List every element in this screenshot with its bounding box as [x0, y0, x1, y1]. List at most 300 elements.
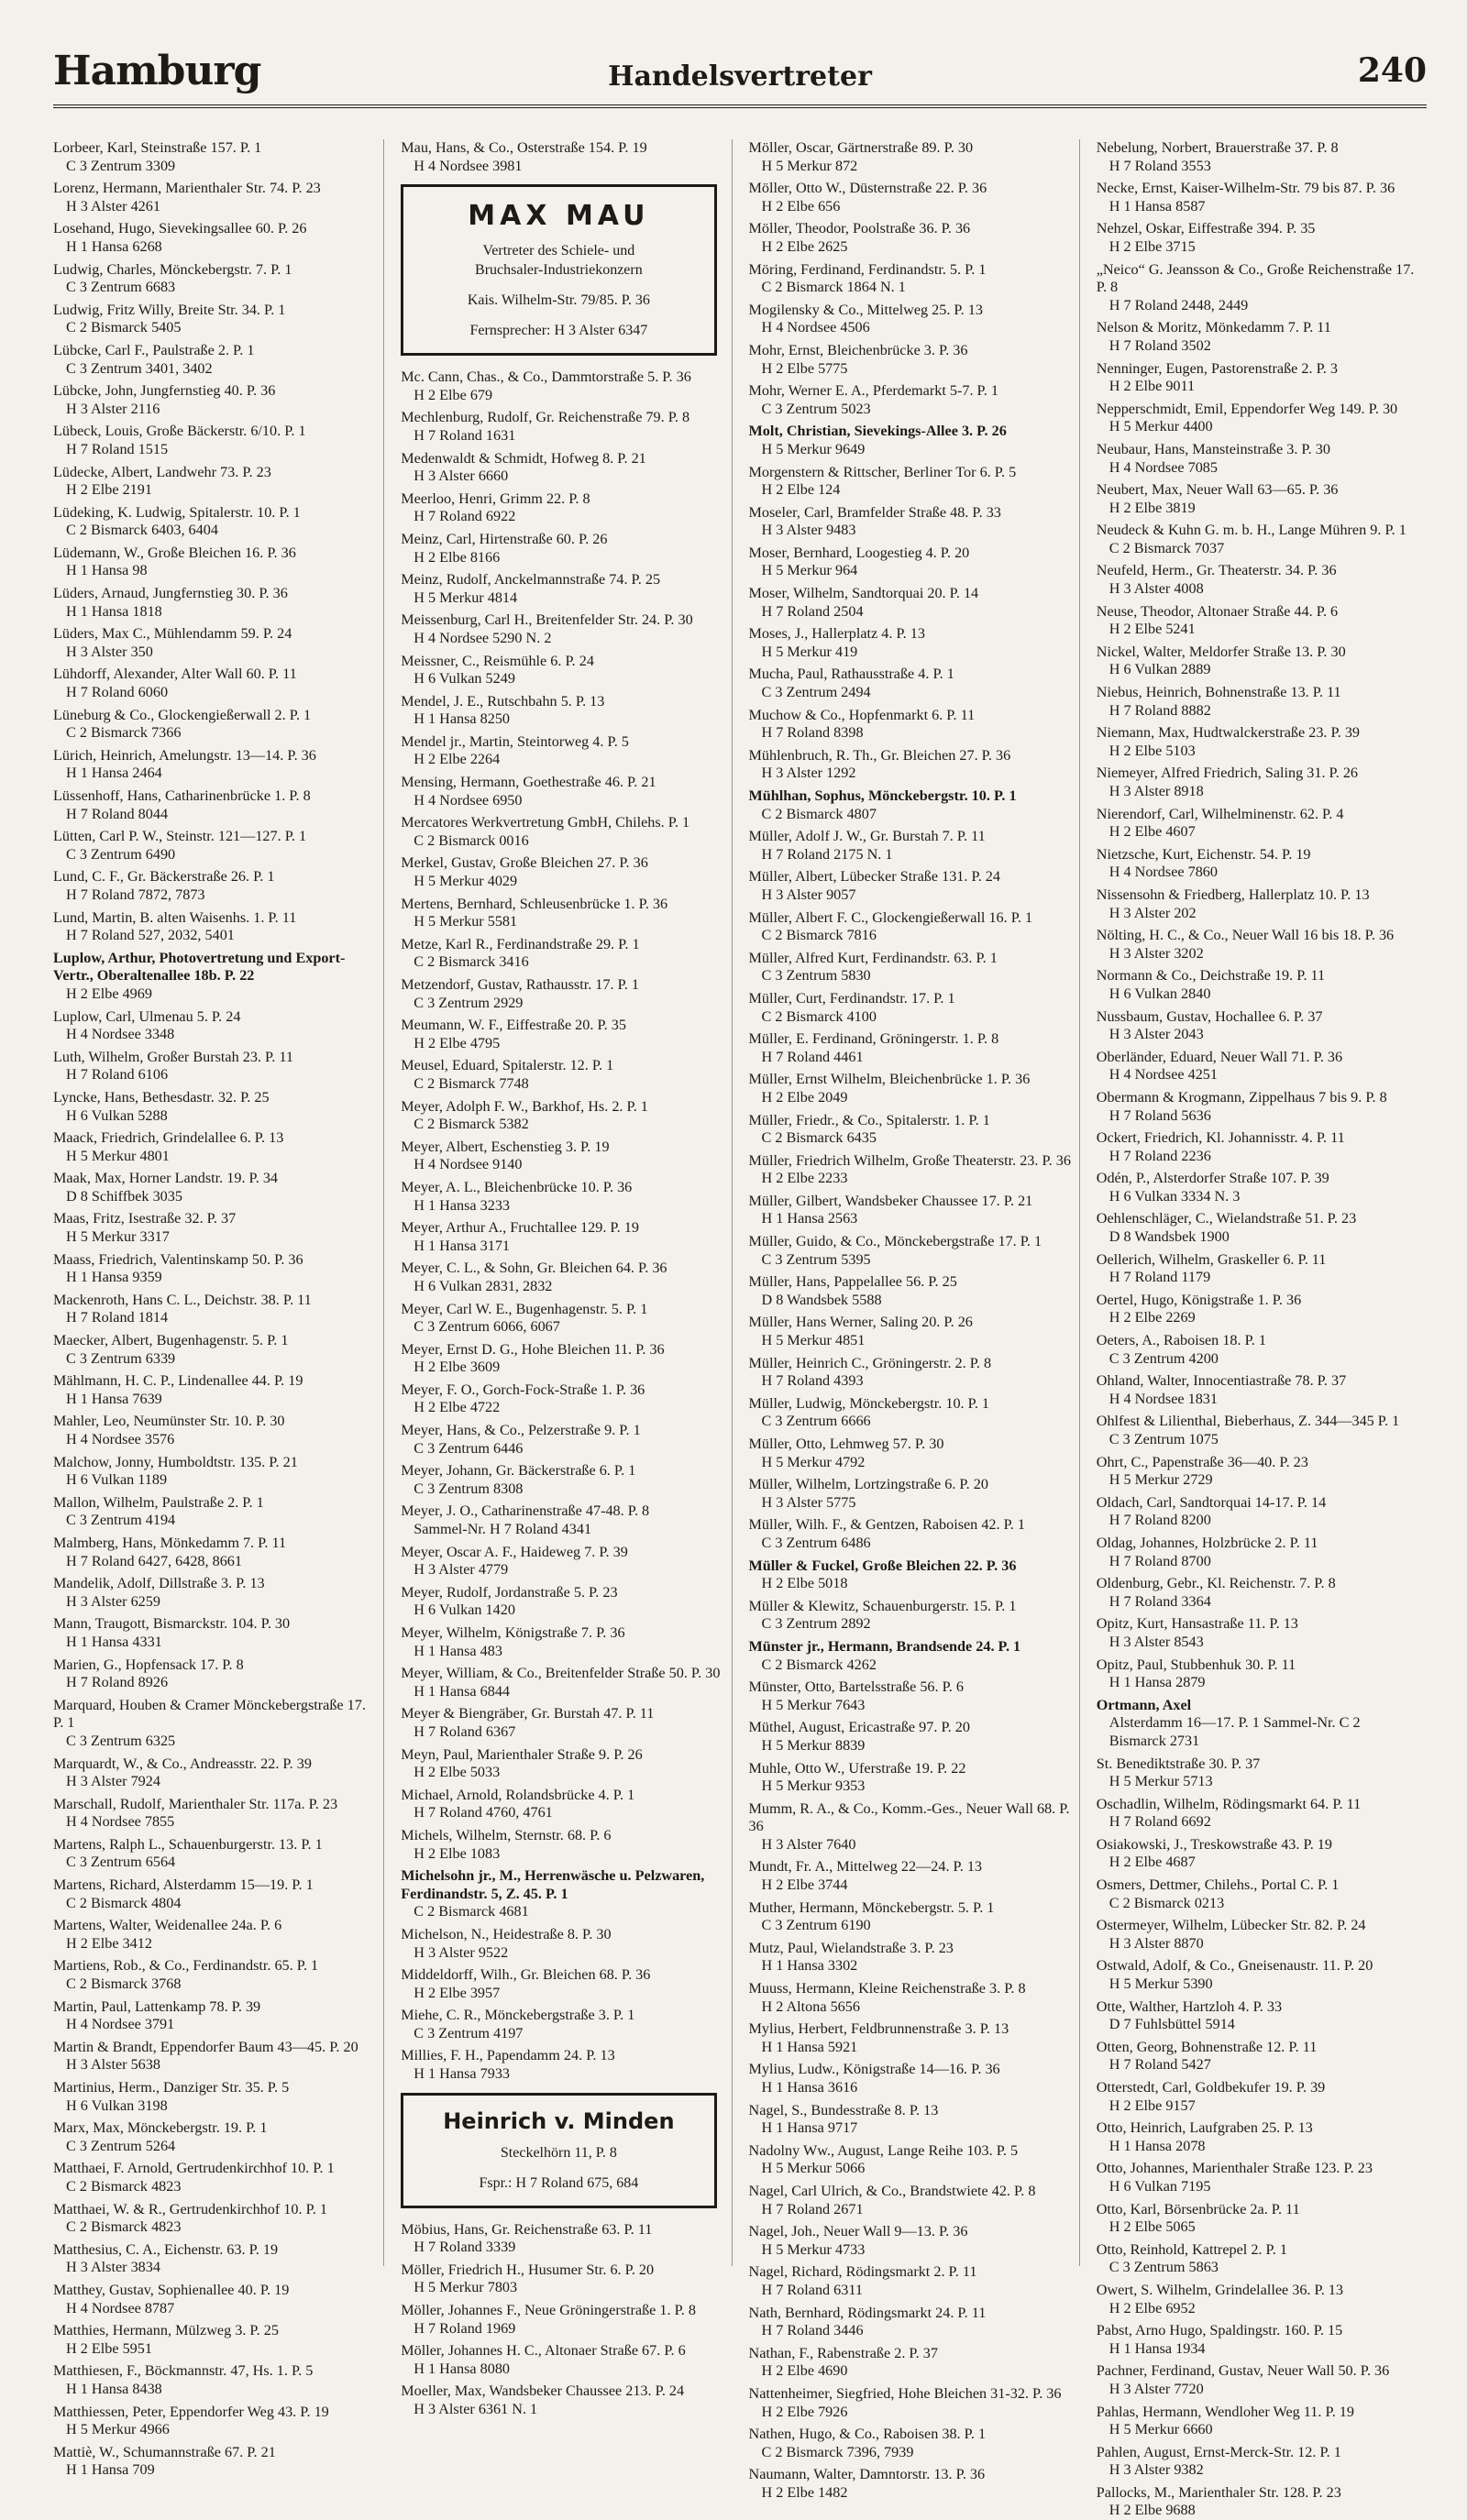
directory-entry — [1097, 2079, 1419, 2115]
entry-name: Müller, Albert, Lübecker Straße 131. P. 24 — [748, 868, 1000, 886]
entry-phone: H 5 Merkur 3317 — [66, 1228, 170, 1246]
directory-entry — [53, 1876, 376, 1912]
directory-entry — [401, 369, 723, 404]
entry-name: Moser, Wilhelm, Sandtorquai 20. P. 14 — [748, 585, 979, 602]
entry-name: Müller, Gilbert, Wandsbeker Chaussee 17. P. 21 — [748, 1192, 1033, 1209]
entry-name: Mandelik, Adolf, Dillstraße 3. P. 13 — [53, 1575, 265, 1592]
entry-phone: H 7 Roland 8398 — [761, 724, 864, 742]
directory-entry — [401, 2382, 723, 2418]
entry-phone: C 3 Zentrum 1075 — [1109, 1431, 1219, 1447]
entry-phone: H 1 Hansa 2078 — [1109, 2137, 1206, 2154]
entry-name: Lyncke, Hans, Bethesdastr. 32. P. 25 — [53, 1088, 270, 1106]
entry-name: Mogilensky & Co., Mittelweg 25. P. 13 — [748, 301, 983, 318]
entry-phone: H 3 Alster 9522 — [414, 1943, 509, 1961]
entry-phone: H 2 Elbe 2191 — [66, 481, 152, 499]
directory-entry — [749, 747, 1072, 783]
directory-entry — [53, 2362, 376, 2398]
entry-phone: H 3 Alster 7924 — [66, 1773, 160, 1790]
entry-name: Möring, Ferdinand, Ferdinandstr. 5. P. 1 — [748, 260, 987, 278]
entry-name: Meyer, A. L., Bleichenbrücke 10. P. 36 — [401, 1178, 633, 1195]
entry-name: Ludwig, Charles, Mönckebergstr. 7. P. 1 — [53, 260, 292, 278]
entry-phone: H 2 Elbe 656 — [761, 197, 841, 215]
directory-entry — [749, 2142, 1072, 2178]
directory-entry — [401, 2221, 723, 2257]
directory-entry — [749, 220, 1072, 256]
directory-entry — [53, 2404, 376, 2439]
entry-phone: H 2 Elbe 6952 — [1109, 2299, 1196, 2316]
advert-title: Heinrich v. Minden — [443, 2107, 675, 2134]
entry-name: Mallon, Wilhelm, Paulstraße 2. P. 1 — [53, 1493, 264, 1511]
entry-phone: C 3 Zentrum 6446 — [414, 1439, 524, 1457]
directory-entry — [1097, 2362, 1419, 2398]
entry-name: Moser, Bernhard, Loogestieg 4. P. 20 — [748, 544, 970, 561]
directory-entry — [1097, 1535, 1419, 1570]
entry-name: Mahler, Leo, Neumünster Str. 10. P. 30 — [53, 1413, 285, 1430]
entry-phone: H 5 Merkur 5581 — [414, 913, 518, 930]
entry-phone: H 3 Alster 9382 — [1109, 2461, 1204, 2479]
directory-entry — [53, 545, 376, 580]
entry-phone: H 6 Vulkan 1420 — [414, 1601, 515, 1619]
entry-name: Meerloo, Henri, Grimm 22. P. 8 — [401, 490, 590, 507]
directory-entry — [749, 1193, 1072, 1228]
entry-phone: H 2 Elbe 2049 — [761, 1088, 848, 1106]
directory-entry — [1097, 1957, 1419, 1993]
directory-entry — [53, 2079, 376, 2115]
entry-name: Nadolny Ww., August, Lange Reihe 103. P. 5 — [748, 2141, 1019, 2159]
directory-entry — [401, 2007, 723, 2042]
entry-phone: H 2 Elbe 3744 — [761, 1876, 848, 1894]
advert-line: Bruchsaler-Industriekonzern — [475, 262, 643, 279]
entry-name: Müller, Curt, Ferdinandstr. 17. P. 1 — [748, 989, 955, 1007]
directory-entry — [53, 382, 376, 418]
entry-phone: C 2 Bismarck 6403, 6404 — [66, 522, 218, 539]
entry-phone: H 1 Hansa 9717 — [761, 2119, 858, 2137]
entry-name: Mechlenburg, Rudolf, Gr. Reichenstraße 79. P. 8 — [401, 409, 690, 426]
entry-name: Meumann, W. F., Eiffestraße 20. P. 35 — [401, 1017, 626, 1034]
directory-entry — [1097, 2282, 1419, 2317]
page-number: 240 — [1357, 51, 1427, 90]
entry-name: Martin & Brandt, Eppendorfer Baum 43—45. P. 20 — [53, 2038, 358, 2055]
directory-entry — [1097, 1332, 1419, 1368]
directory-entry — [1097, 562, 1419, 598]
entry-name: Naumann, Walter, Damntorstr. 13. P. 36 — [748, 2466, 986, 2483]
entry-name: Otto, Reinhold, Kattrepel 2. P. 1 — [1096, 2240, 1287, 2258]
directory-entry — [749, 2102, 1072, 2138]
entry-name: Pabst, Arno Hugo, Spaldingstr. 160. P. 15 — [1096, 2322, 1343, 2339]
directory-entry — [53, 1008, 376, 1044]
directory-entry — [749, 666, 1072, 701]
directory-entry — [53, 747, 376, 783]
entry-phone: H 5 Merkur 4814 — [414, 589, 518, 606]
entry-name: Muther, Hermann, Mönckebergstr. 5. P. 1 — [748, 1898, 995, 1916]
directory-entry — [401, 1665, 723, 1700]
directory-entry — [53, 787, 376, 823]
entry-name: Meyer, Carl W. E., Bugenhagenstr. 5. P. 1 — [401, 1300, 648, 1317]
directory-entry — [1097, 1697, 1419, 1751]
entry-name: Ockert, Friedrich, Kl. Johannisstr. 4. P. 11 — [1096, 1129, 1345, 1147]
directory-entry — [749, 464, 1072, 500]
entry-name: Pachner, Ferdinand, Gustav, Neuer Wall 50. P. 36 — [1096, 2362, 1390, 2380]
directory-entry — [1097, 1494, 1419, 1530]
directory-entry — [53, 1170, 376, 1205]
entry-phone: C 3 Zentrum 6486 — [761, 1534, 871, 1551]
directory-entry — [401, 854, 723, 890]
entry-name: Möller, Oscar, Gärtnerstraße 89. P. 30 — [748, 139, 974, 156]
directory-entry — [1097, 886, 1419, 922]
entry-phone: H 1 Hansa 2879 — [1109, 1674, 1206, 1691]
directory-entry — [749, 2061, 1072, 2096]
entry-name: Mählmann, H. C. P., Lindenallee 44. P. 19 — [53, 1372, 303, 1390]
entry-phone: H 7 Roland 5427 — [1109, 2056, 1211, 2074]
entry-phone: H 2 Elbe 2264 — [414, 751, 501, 768]
entry-phone: H 3 Alster 4261 — [66, 197, 160, 215]
directory-entry — [749, 1516, 1072, 1552]
entry-phone: H 7 Roland 4760, 4761 — [414, 1804, 553, 1821]
entry-name: Lühdorff, Alexander, Alter Wall 60. P. 11 — [53, 666, 297, 683]
entry-name: Mertens, Bernhard, Schleusenbrücke 1. P. 36 — [401, 895, 668, 912]
directory-entry — [53, 2322, 376, 2358]
entry-name: Muhle, Otto W., Uferstraße 19. P. 22 — [748, 1759, 966, 1777]
directory-entry — [401, 1341, 723, 1377]
directory-entry — [53, 180, 376, 215]
directory-entry — [53, 139, 376, 175]
entry-name: Pahlas, Hermann, Wendloher Weg 11. P. 19 — [1096, 2403, 1354, 2420]
entry-phone: H 5 Merkur 872 — [761, 157, 858, 174]
entry-name: Malchow, Jonny, Humboldtstr. 135. P. 21 — [53, 1453, 298, 1470]
entry-phone: C 3 Zentrum 4197 — [414, 2024, 524, 2041]
entry-name: Müller, Friedrich Wilhelm, Große Theaterstr. 23. P. 36 — [748, 1151, 1071, 1169]
entry-phone: C 2 Bismarck 4681 — [414, 1903, 529, 1920]
entry-name: Martiens, Rob., & Co., Ferdinandstr. 65. P. 1 — [53, 1957, 319, 1975]
entry-phone: H 1 Hansa 98 — [66, 562, 148, 579]
entry-phone: H 4 Nordsee 3576 — [66, 1431, 175, 1447]
directory-entry — [749, 2385, 1072, 2421]
column-4 — [1096, 139, 1427, 2519]
entry-phone: H 2 Elbe 5065 — [1109, 2218, 1196, 2236]
entry-name: Nagel, Joh., Neuer Wall 9—13. P. 36 — [748, 2223, 968, 2240]
entry-phone: H 5 Merkur 7643 — [761, 1696, 866, 1713]
directory-entry — [53, 504, 376, 540]
directory-entry — [749, 302, 1072, 337]
directory-entry — [749, 787, 1072, 823]
entry-name: Müller & Fuckel, Große Bleichen 22. P. 36 — [748, 1557, 1017, 1574]
entry-name: Meissner, C., Reismühle 6. P. 24 — [401, 652, 594, 669]
entry-phone: H 7 Roland 3339 — [414, 2239, 516, 2256]
entry-phone: H 1 Hansa 1818 — [66, 602, 162, 620]
entry-name: Losehand, Hugo, Sievekingsallee 60. P. 26 — [53, 220, 307, 237]
entry-name: St. Benediktstraße 30. P. 37 — [1096, 1755, 1261, 1772]
directory-entry — [1097, 139, 1419, 175]
entry-name: Matthaei, W. & R., Gertrudenkirchhof 10. P. 1 — [53, 2200, 327, 2217]
entry-name: Otte, Walther, Hartzloh 4. P. 33 — [1096, 1997, 1283, 2015]
advert-line: Kais. Wilhelm-Str. 79/85. P. 36 — [467, 292, 650, 309]
entry-name: Ohrt, C., Papenstraße 36—40. P. 23 — [1096, 1453, 1308, 1470]
entry-phone: H 4 Nordsee 9140 — [414, 1156, 523, 1173]
directory-entry — [53, 464, 376, 500]
entry-phone: H 1 Hansa 1934 — [1109, 2339, 1206, 2357]
directory-entry — [401, 571, 723, 607]
entry-phone: H 5 Merkur 4851 — [761, 1332, 866, 1349]
directory-entry — [749, 1071, 1072, 1106]
directory-entry — [749, 1638, 1072, 1674]
entry-phone: H 1 Hansa 6268 — [66, 237, 162, 255]
directory-entry — [1097, 401, 1419, 436]
entry-phone: H 5 Merkur 5713 — [1109, 1773, 1213, 1790]
directory-entry — [1097, 1089, 1419, 1125]
entry-name: Neufeld, Herm., Gr. Theaterstr. 34. P. 36 — [1096, 562, 1337, 579]
entry-name: Otto, Johannes, Marienthaler Straße 123. P. 23 — [1096, 2160, 1373, 2177]
entry-name: Müller, Otto, Lehmweg 57. P. 30 — [748, 1436, 944, 1452]
entry-phone: H 7 Roland 1631 — [414, 426, 516, 444]
entry-phone: C 2 Bismarck 7816 — [761, 927, 877, 944]
directory-entry — [401, 693, 723, 729]
city-title: Hamburg — [53, 48, 261, 94]
entry-phone: C 2 Bismarck 7366 — [66, 724, 182, 742]
entry-name: Marien, G., Hopfensack 17. P. 8 — [53, 1656, 244, 1673]
entry-name: Odén, P., Alsterdorfer Straße 107. P. 39 — [1096, 1170, 1329, 1187]
entry-name: Miehe, C. R., Mönckebergstraße 3. P. 1 — [401, 2007, 635, 2024]
entry-phone: H 2 Elbe 9688 — [1109, 2502, 1196, 2519]
directory-entry — [1097, 2444, 1419, 2480]
directory-entry — [53, 1413, 376, 1448]
directory-entry — [749, 2345, 1072, 2381]
directory-entry — [53, 423, 376, 458]
directory-entry — [53, 1089, 376, 1125]
entry-phone: C 2 Bismarck 5382 — [414, 1116, 529, 1133]
entry-phone: H 3 Alster 350 — [66, 643, 153, 660]
directory-entry — [1097, 441, 1419, 477]
entry-name: Mylius, Ludw., Königstraße 14—16. P. 36 — [748, 2061, 1000, 2078]
entry-phone: H 2 Elbe 4969 — [66, 985, 152, 1002]
entry-phone: H 3 Alster 8918 — [1109, 783, 1204, 799]
directory-entry — [53, 909, 376, 945]
entry-name: Morgenstern & Rittscher, Berliner Tor 6. P. 5 — [748, 463, 1017, 480]
entry-phone: H 3 Alster 4008 — [1109, 580, 1204, 598]
entry-phone: H 5 Merkur 4966 — [66, 2421, 170, 2438]
directory-entry — [1097, 1129, 1419, 1165]
entry-phone: C 2 Bismarck 3416 — [414, 953, 529, 971]
directory-entry — [749, 1557, 1072, 1593]
entry-name: Neubert, Max, Neuer Wall 63—65. P. 36 — [1096, 481, 1339, 499]
entry-phone: C 3 Zentrum 5023 — [761, 400, 871, 417]
directory-entry — [53, 828, 376, 864]
entry-name: Merkel, Gustav, Große Bleichen 27. P. 36 — [401, 854, 648, 872]
entry-phone: H 3 Alster 3202 — [1109, 944, 1204, 962]
entry-name: Matthiessen, Peter, Eppendorfer Weg 43. P. 19 — [53, 2403, 329, 2420]
entry-name: Lübcke, John, Jungfernstieg 40. P. 36 — [53, 382, 276, 400]
entry-name: Michelsohn jr., M., Herrenwäsche u. Pelzwaren, Ferdinandstr. 5, Z. 45. P. 1 — [401, 1867, 705, 1902]
directory-entry — [53, 1049, 376, 1084]
directory-entry — [749, 707, 1072, 743]
directory-entry — [749, 585, 1072, 621]
directory-entry — [401, 2261, 723, 2297]
directory-entry — [749, 625, 1072, 661]
directory-entry — [53, 1292, 376, 1327]
entry-phone: H 4 Nordsee 6950 — [414, 791, 523, 809]
entry-name: Meyer, Hans, & Co., Pelzerstraße 9. P. 1 — [401, 1422, 641, 1439]
entry-name: Meyer & Biengräber, Gr. Burstah 47. P. 11 — [401, 1705, 655, 1722]
entry-name: Matthey, Gustav, Sophienallee 40. P. 19 — [53, 2281, 290, 2298]
directory-entry — [1097, 522, 1419, 557]
entry-name: Maass, Friedrich, Valentinskamp 50. P. 36 — [53, 1250, 303, 1268]
entry-name: Nelson & Moritz, Mönkedamm 7. P. 11 — [1096, 319, 1331, 336]
directory-entry — [749, 1940, 1072, 1975]
entry-name: Münster jr., Hermann, Brandsende 24. P. 1 — [748, 1637, 1021, 1655]
directory-entry — [401, 1544, 723, 1579]
entry-phone: H 3 Alster 3834 — [66, 2259, 160, 2276]
entry-phone: C 2 Bismarck 4262 — [761, 1656, 877, 1673]
directory-entry — [401, 774, 723, 809]
entry-name: Martens, Richard, Alsterdamm 15—19. P. 1 — [53, 1876, 314, 1894]
directory-entry — [401, 1422, 723, 1458]
directory-entry — [401, 139, 723, 175]
entry-phone: C 2 Bismarck 4804 — [66, 1894, 182, 1911]
entry-phone: H 6 Vulkan 1189 — [66, 1471, 168, 1489]
advert-title: MAX MAU — [468, 200, 650, 233]
directory-entry — [1097, 481, 1419, 517]
directory-entry — [1097, 2322, 1419, 2358]
directory-entry — [53, 585, 376, 621]
directory-entry — [401, 2047, 723, 2083]
entry-name: Michels, Wilhelm, Sternstr. 68. P. 6 — [401, 1826, 612, 1843]
entry-name: Niemann, Max, Hudtwalckerstraße 23. P. 39 — [1096, 724, 1361, 742]
directory-entry — [401, 531, 723, 567]
entry-name: Meyer, F. O., Gorch-Fock-Straße 1. P. 36 — [401, 1381, 645, 1398]
entry-phone: H 2 Elbe 4722 — [414, 1399, 501, 1416]
entry-phone: Alsterdamm 16—17. P. 1 Sammel-Nr. C 2 Bismarck 2731 — [1109, 1714, 1361, 1749]
entry-phone: H 7 Roland 8882 — [1109, 701, 1211, 719]
entry-name: Oehlenschläger, C., Wielandstraße 51. P. 23 — [1096, 1210, 1357, 1227]
directory-entry — [401, 1179, 723, 1215]
entry-phone: H 6 Vulkan 2889 — [1109, 661, 1211, 678]
entry-phone: H 2 Elbe 7926 — [761, 2403, 848, 2420]
entry-name: Lürich, Heinrich, Amelungstr. 13—14. P. 36 — [53, 746, 316, 764]
directory-entry — [749, 2426, 1072, 2461]
entry-phone: H 2 Elbe 1083 — [414, 1844, 501, 1862]
entry-name: Otto, Heinrich, Laufgraben 25. P. 13 — [1096, 2119, 1313, 2137]
directory-entry — [53, 220, 376, 256]
directory-entry — [53, 1454, 376, 1490]
entry-name: Mackenroth, Hans C. L., Deichstr. 38. P. 11 — [53, 1291, 312, 1308]
directory-entry — [401, 1584, 723, 1620]
directory-entry — [1097, 1049, 1419, 1084]
entry-phone: D 7 Fuhlsbüttel 5914 — [1109, 2016, 1235, 2033]
entry-phone: H 3 Alster 7720 — [1109, 2380, 1204, 2397]
entry-phone: C 2 Bismarck 5405 — [66, 319, 182, 336]
directory-entry — [1097, 360, 1419, 396]
directory-entry — [401, 653, 723, 688]
directory-entry — [1097, 806, 1419, 842]
directory-entry — [749, 1858, 1072, 1894]
entry-phone: C 2 Bismarck 4823 — [66, 2218, 182, 2236]
directory-entry — [401, 2302, 723, 2338]
entry-phone: H 4 Nordsee 3981 — [414, 157, 523, 174]
directory-entry — [53, 625, 376, 661]
entry-phone: C 3 Zentrum 2494 — [761, 684, 871, 701]
directory-entry — [1097, 967, 1419, 1003]
entry-name: Meinz, Carl, Hirtenstraße 60. P. 26 — [401, 530, 608, 547]
directory-entry — [53, 1372, 376, 1408]
entry-name: Nebelung, Norbert, Brauerstraße 37. P. 8 — [1096, 139, 1339, 156]
entry-phone: H 4 Nordsee 7860 — [1109, 864, 1218, 881]
entry-phone: H 7 Roland 3553 — [1109, 157, 1211, 174]
directory-entry — [1097, 846, 1419, 882]
entry-name: Opitz, Paul, Stubbenhuk 30. P. 11 — [1096, 1656, 1296, 1673]
entry-phone: C 3 Zentrum 6564 — [66, 1854, 176, 1871]
entry-name: Meyer, Ernst D. G., Hohe Bleichen 11. P. 36 — [401, 1340, 665, 1358]
entry-name: „Neico“ G. Jeansson & Co., Große Reichenstraße 17. P. 8 — [1096, 260, 1415, 296]
directory-entry — [1097, 2160, 1419, 2195]
entry-phone: H 7 Roland 4461 — [761, 1048, 864, 1065]
entry-name: Marquard, Houben & Cramer Mönckebergstraße 17. P. 1 — [53, 1696, 366, 1732]
entry-name: Moses, J., Hallerplatz 4. P. 13 — [748, 625, 925, 643]
entry-phone: H 2 Elbe 2269 — [1109, 1309, 1196, 1326]
advert-line: Vertreter des Schiele- und — [482, 243, 635, 259]
entry-phone: C 2 Bismarck 7037 — [1109, 539, 1225, 556]
directory-entry — [401, 1260, 723, 1295]
entry-phone: H 7 Roland 2504 — [761, 602, 864, 620]
entry-name: Müller, Ludwig, Mönckebergstr. 10. P. 1 — [748, 1394, 990, 1412]
entry-phone: H 2 Elbe 5775 — [761, 359, 848, 377]
entry-name: Müller, Adolf J. W., Gr. Burstah 7. P. 11 — [748, 828, 986, 845]
directory-entry — [1097, 1836, 1419, 1872]
entry-phone: C 2 Bismarck 4823 — [66, 2177, 182, 2195]
entry-name: Necke, Ernst, Kaiser-Wilhelm-Str. 79 bis 87. P. 36 — [1096, 180, 1395, 197]
entry-phone: H 3 Alster 7640 — [761, 1835, 856, 1853]
entry-name: Millies, F. H., Papendamm 24. P. 13 — [401, 2047, 615, 2064]
entry-name: Nölting, H. C., & Co., Neuer Wall 16 bis 18. P. 36 — [1096, 927, 1395, 944]
entry-name: Möller, Johannes F., Neue Gröningerstraße 1. P. 8 — [401, 2302, 696, 2319]
entry-name: Nattenheimer, Siegfried, Hohe Bleichen 31-32. P. 36 — [748, 2384, 1062, 2402]
directory-entry — [749, 2305, 1072, 2340]
entry-phone: H 7 Roland 2175 N. 1 — [761, 845, 893, 863]
entry-phone: C 3 Zentrum 4200 — [1109, 1349, 1219, 1367]
directory-entry — [749, 1030, 1072, 1066]
entry-phone: C 2 Bismarck 6435 — [761, 1129, 877, 1147]
directory-entry — [53, 1917, 376, 1953]
entry-name: Möbius, Hans, Gr. Reichenstraße 63. P. 11 — [401, 2220, 653, 2238]
entry-phone: H 1 Hansa 8587 — [1109, 197, 1206, 215]
entry-phone: C 3 Zentrum 5863 — [1109, 2259, 1219, 2276]
entry-phone: H 7 Roland 1515 — [66, 440, 169, 457]
entry-name: Oldag, Johannes, Holzbrücke 2. P. 11 — [1096, 1534, 1318, 1551]
entry-phone: C 3 Zentrum 5830 — [761, 967, 871, 985]
entry-phone: H 3 Alster 5638 — [66, 2056, 160, 2074]
entry-name: Middeldorff, Wilh., Gr. Bleichen 68. P. 36 — [401, 1966, 651, 1984]
directory-entry — [1097, 2404, 1419, 2439]
directory-entry — [401, 733, 723, 769]
entry-phone: H 1 Hansa 3616 — [761, 2079, 858, 2096]
entry-name: Marquardt, W., & Co., Andreasstr. 22. P. 39 — [53, 1755, 312, 1772]
entry-name: Michelson, N., Heidestraße 8. P. 30 — [401, 1925, 612, 1942]
entry-name: Möller, Friedrich H., Husumer Str. 6. P. 20 — [401, 2261, 655, 2278]
entry-phone: H 2 Elbe 4687 — [1109, 1854, 1196, 1871]
entry-name: Müller, Guido, & Co., Mönckebergstraße 17. P. 1 — [748, 1233, 1042, 1250]
directory-entry — [749, 423, 1072, 458]
entry-name: Mau, Hans, & Co., Osterstraße 154. P. 19 — [401, 139, 647, 156]
directory-entry — [401, 1057, 723, 1093]
directory-entry — [401, 1827, 723, 1863]
entry-name: Luplow, Arthur, Photovertretung und Export-Vertr., Oberaltenallee 18b. P. 22 — [53, 949, 346, 985]
entry-name: Obermann & Krogmann, Zippelhaus 7 bis 9. P. 8 — [1096, 1088, 1387, 1106]
directory-entry — [749, 1273, 1072, 1309]
entry-name: Müller, Hans Werner, Saling 20. P. 26 — [748, 1314, 973, 1331]
directory-entry — [401, 896, 723, 931]
entry-phone: H 2 Elbe 5018 — [761, 1575, 848, 1592]
directory-entry — [749, 950, 1072, 985]
directory-entry — [749, 828, 1072, 864]
entry-phone: H 4 Nordsee 3348 — [66, 1026, 175, 1043]
